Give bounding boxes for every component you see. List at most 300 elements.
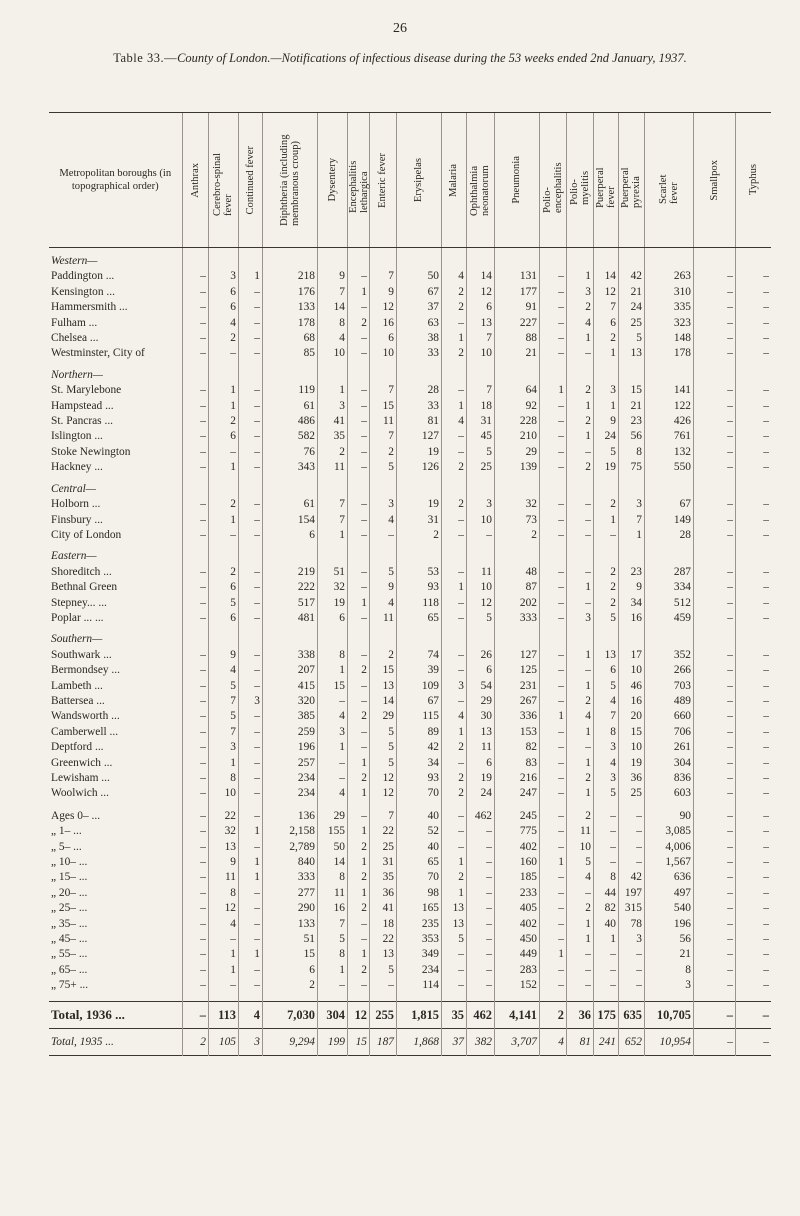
table-cell: 50: [427, 270, 439, 283]
table-cell: 310: [673, 285, 691, 298]
table-cell: 1: [230, 384, 236, 397]
table-cell: –: [610, 979, 616, 992]
table-cell: 98: [427, 886, 439, 899]
table-cell: –: [200, 384, 206, 397]
col-header-smallpox: Smallpox: [693, 113, 735, 248]
table-cell: –: [558, 933, 564, 946]
table-cell: –: [200, 301, 206, 314]
table-cell: –: [458, 979, 464, 992]
table-cell: 78: [630, 917, 642, 930]
table-cell: 1: [339, 963, 345, 976]
table-cell: 22: [224, 809, 236, 822]
table-cell: 4,141: [494, 1001, 539, 1028]
table-cell: 6: [486, 301, 492, 314]
table-cell: 8: [610, 871, 616, 884]
table-cell: –: [254, 332, 260, 345]
table-cell: 20: [630, 710, 642, 723]
table-row: [49, 679, 771, 694]
table-cell: –: [585, 886, 591, 899]
table-cell: 385: [297, 710, 315, 723]
table-cell: 4: [230, 664, 236, 677]
table-cell: –: [361, 498, 367, 511]
table-cell: –: [727, 347, 733, 360]
table-cell: –: [200, 963, 206, 976]
table-cell: –: [763, 384, 769, 397]
table-cell: 40: [427, 840, 439, 853]
table-cell: 8: [230, 886, 236, 899]
table-cell: –: [763, 840, 769, 853]
table-cell: 2: [585, 694, 591, 707]
table-cell: 34: [630, 596, 642, 609]
table-cell: –: [727, 963, 733, 976]
table-cell: –: [763, 528, 769, 541]
table-cell: –: [558, 825, 564, 838]
table-row: [49, 611, 771, 626]
table-cell: –: [763, 596, 769, 609]
table-cell: 2: [458, 787, 464, 800]
table-row: [49, 756, 771, 771]
table-cell: 118: [422, 596, 439, 609]
table-cell: 37: [427, 301, 439, 314]
table-cell: 92: [525, 399, 537, 412]
row-label: St. Marylebone: [51, 384, 122, 397]
table-cell: –: [200, 787, 206, 800]
table-cell: –: [254, 528, 260, 541]
table-cell: 703: [673, 679, 691, 692]
table-cell: 10: [333, 347, 345, 360]
section-heading: Central—: [51, 482, 96, 495]
table-cell: –: [558, 756, 564, 769]
table-cell: 6: [230, 581, 236, 594]
table-cell: –: [727, 787, 733, 800]
table-cell: –: [486, 948, 492, 961]
table-cell: 1: [585, 917, 591, 930]
table-cell: 290: [297, 902, 315, 915]
row-label: Islington ...: [51, 430, 103, 443]
table-cell: 1: [610, 347, 616, 360]
table-cell: 6: [230, 611, 236, 624]
table-cell: 352: [673, 648, 691, 661]
table-row: [49, 331, 771, 346]
table-cell: –: [727, 611, 733, 624]
table-cell: 486: [297, 415, 315, 428]
table-cell: 5: [610, 787, 616, 800]
table-row: [49, 383, 771, 398]
row-label: „ 5– ...: [51, 840, 82, 853]
age-row: [49, 855, 771, 870]
table-cell: 202: [519, 596, 537, 609]
table-cell: –: [558, 498, 564, 511]
table-cell: 3: [636, 933, 642, 946]
table-cell: 29: [480, 694, 492, 707]
table-cell: –: [254, 285, 260, 298]
table-cell: 32: [224, 825, 236, 838]
table-cell: –: [254, 902, 260, 915]
table-cell: –: [727, 725, 733, 738]
table-cell: 114: [422, 979, 439, 992]
table-cell: 3: [339, 725, 345, 738]
table-cell: –: [200, 679, 206, 692]
table-cell: –: [200, 772, 206, 784]
table-cell: 5: [388, 963, 394, 976]
table-cell: 3,085: [665, 825, 691, 838]
table-cell: –: [727, 933, 733, 946]
table-cell: 13: [452, 917, 464, 930]
table-cell: 187: [369, 1028, 396, 1055]
table-cell: 127: [519, 648, 537, 661]
table-cell: –: [727, 979, 733, 992]
table-cell: 7: [388, 270, 394, 283]
table-cell: 196: [297, 741, 315, 754]
table-cell: 13: [382, 679, 394, 692]
table-cell: 1: [610, 399, 616, 412]
column-rule: [735, 248, 736, 1056]
table-cell: –: [254, 611, 260, 624]
table-cell: 1: [610, 933, 616, 946]
table-cell: –: [585, 963, 591, 976]
table-cell: –: [558, 840, 564, 853]
table-cell: –: [727, 415, 733, 428]
table-cell: –: [558, 871, 564, 884]
table-cell: 259: [297, 725, 315, 738]
row-label: „ 1– ...: [51, 825, 82, 838]
table-cell: 5: [636, 332, 642, 345]
table-cell: 2: [458, 301, 464, 314]
table-cell: –: [200, 710, 206, 723]
col-header-enteric-fever: Enteric fever: [369, 113, 396, 248]
table-cell: 196: [673, 917, 691, 930]
table-cell: 6: [486, 756, 492, 769]
table-cell: 1: [458, 332, 464, 345]
table-cell: 53: [427, 565, 439, 578]
table-cell: 2: [339, 445, 345, 458]
table-cell: –: [558, 581, 564, 594]
table-cell: –: [727, 498, 733, 511]
table-cell: 7: [388, 430, 394, 443]
table-cell: 635: [618, 1001, 644, 1028]
table-cell: –: [458, 648, 464, 661]
table-cell: 93: [427, 772, 439, 784]
table-cell: 405: [519, 902, 537, 915]
row-label: Bermondsey ...: [51, 664, 120, 677]
table-cell: 22: [382, 825, 394, 838]
table-cell: –: [361, 461, 367, 474]
table-cell: 19: [427, 498, 439, 511]
table-cell: 1: [361, 756, 367, 769]
table-cell: –: [254, 725, 260, 738]
table-row: [49, 346, 771, 361]
table-cell: 1: [361, 856, 367, 869]
table-cell: 1: [254, 856, 260, 869]
table-cell: –: [558, 285, 564, 298]
table-cell: 89: [427, 725, 439, 738]
column-rule: [238, 248, 239, 1056]
table-cell: 139: [519, 461, 537, 474]
table-cell: 42: [427, 741, 439, 754]
section-heading-row: [49, 362, 771, 383]
table-cell: –: [361, 809, 367, 822]
table-cell: 109: [421, 679, 439, 692]
table-cell: –: [254, 840, 260, 853]
table-cell: 185: [519, 871, 537, 884]
table-cell: 40: [604, 917, 616, 930]
table-cell: –: [763, 963, 769, 976]
table-cell: 15: [630, 384, 642, 397]
table-cell: –: [763, 415, 769, 428]
column-rule: [396, 248, 397, 1056]
table-cell: –: [610, 963, 616, 976]
table-cell: –: [458, 825, 464, 838]
table-cell: 70: [427, 787, 439, 800]
table-cell: –: [254, 933, 260, 946]
table-cell: 75: [630, 461, 642, 474]
table-cell: –: [486, 886, 492, 899]
table-cell: –: [558, 886, 564, 899]
table-cell: –: [558, 347, 564, 360]
table-cell: 3: [636, 498, 642, 511]
col-header-puerperal-fever: Puerperal fever: [593, 113, 618, 248]
table-cell: 148: [673, 332, 691, 345]
table-cell: 1,868: [396, 1028, 441, 1055]
table-cell: 7: [486, 384, 492, 397]
table-cell: 267: [519, 694, 537, 707]
table-cell: 2: [585, 809, 591, 822]
table-cell: 5: [486, 611, 492, 624]
table-cell: 840: [297, 856, 315, 869]
table-cell: 1: [558, 948, 564, 961]
table-cell: –: [200, 270, 206, 283]
table-cell: 1: [585, 332, 591, 345]
table-cell: –: [200, 332, 206, 345]
table-cell: –: [200, 809, 206, 822]
table-cell: –: [727, 581, 733, 594]
table-cell: –: [200, 528, 206, 541]
table-cell: 9: [230, 856, 236, 869]
column-rule: [618, 248, 619, 1056]
table-cell: –: [458, 565, 464, 578]
table-cell: 2: [458, 461, 464, 474]
table-cell: –: [558, 316, 564, 329]
table-row: [49, 596, 771, 611]
table-cell: 5: [610, 445, 616, 458]
table-cell: 12: [224, 902, 236, 915]
table-cell: 1: [585, 399, 591, 412]
table-cell: 2,789: [289, 840, 315, 853]
spacer: [49, 802, 771, 809]
table-cell: 13: [604, 648, 616, 661]
table-row: [49, 663, 771, 678]
table-cell: 5: [339, 933, 345, 946]
table-cell: –: [558, 648, 564, 661]
table-cell: 2: [610, 596, 616, 609]
table-cell: 333: [297, 871, 315, 884]
table-cell: 35: [382, 871, 394, 884]
table-cell: –: [763, 270, 769, 283]
table-cell: 24: [630, 301, 642, 314]
table-cell: 222: [297, 581, 315, 594]
table-cell: 61: [303, 498, 315, 511]
table-cell: 349: [421, 948, 439, 961]
table-cell: 1: [361, 596, 367, 609]
col-header-pneumonia: Pneumonia: [494, 113, 539, 248]
table-cell: –: [486, 979, 492, 992]
table-cell: 122: [673, 399, 691, 412]
table-cell: –: [610, 856, 616, 869]
table-cell: –: [200, 399, 206, 412]
table-cell: –: [254, 979, 260, 992]
table-cell: 15: [347, 1028, 369, 1055]
table-cell: 1: [254, 871, 260, 884]
table-cell: 76: [303, 445, 315, 458]
table-cell: 603: [673, 787, 691, 800]
table-cell: –: [558, 270, 564, 283]
table-cell: 8: [636, 445, 642, 458]
table-cell: –: [763, 725, 769, 738]
table-cell: –: [558, 664, 564, 677]
table-cell: –: [763, 933, 769, 946]
table-cell: –: [727, 902, 733, 915]
table-cell: 24: [480, 787, 492, 800]
row-label: Stoke Newington: [51, 445, 131, 458]
table-cell: 3: [585, 611, 591, 624]
table-cell: 19: [604, 461, 616, 474]
table-row: [49, 399, 771, 414]
table-cell: 8: [685, 963, 691, 976]
table-cell: –: [727, 513, 733, 526]
table-cell: 6: [309, 528, 315, 541]
table-cell: –: [727, 596, 733, 609]
table-cell: 36: [630, 772, 642, 784]
table-cell: 21: [525, 347, 537, 360]
table-cell: 4: [539, 1028, 566, 1055]
table-cell: –: [727, 756, 733, 769]
age-row: [49, 917, 771, 932]
table-cell: –: [585, 347, 591, 360]
table-cell: 4: [230, 917, 236, 930]
table-cell: –: [727, 825, 733, 838]
age-row: [49, 824, 771, 839]
section-heading: Eastern—: [51, 550, 97, 563]
table-cell: –: [558, 611, 564, 624]
table-cell: –: [558, 445, 564, 458]
table-cell: –: [361, 979, 367, 992]
table-cell: –: [727, 917, 733, 930]
table-cell: –: [558, 725, 564, 738]
table-cell: 105: [208, 1028, 238, 1055]
table-cell: –: [585, 664, 591, 677]
table-cell: –: [200, 347, 206, 360]
table-row: [49, 565, 771, 580]
table-cell: –: [254, 963, 260, 976]
table-cell: 16: [630, 694, 642, 707]
table-cell: –: [254, 565, 260, 578]
table-cell: 2: [309, 979, 315, 992]
table-cell: –: [200, 664, 206, 677]
table-cell: 2: [230, 565, 236, 578]
table-cell: –: [254, 384, 260, 397]
table-cell: 65: [427, 611, 439, 624]
row-label: Finsbury ...: [51, 513, 103, 526]
col-header-polio-encephalitis: Polio-encephalitis: [539, 113, 566, 248]
table-cell: 459: [673, 611, 691, 624]
table-cell: –: [486, 933, 492, 946]
table-cell: 1: [585, 725, 591, 738]
table-cell: –: [458, 963, 464, 976]
page-number: 26: [393, 21, 407, 36]
row-label: Poplar ... ...: [51, 611, 104, 624]
table-cell: –: [200, 886, 206, 899]
table-cell: –: [763, 445, 769, 458]
table-cell: 4: [458, 270, 464, 283]
table-row: [49, 445, 771, 460]
table-cell: –: [458, 513, 464, 526]
table-cell: –: [254, 581, 260, 594]
table-cell: –: [610, 809, 616, 822]
table-cell: 33: [427, 399, 439, 412]
table-cell: 5: [610, 679, 616, 692]
table-cell: 4: [585, 871, 591, 884]
table-cell: –: [763, 513, 769, 526]
table-cell: –: [727, 445, 733, 458]
table-cell: 228: [519, 415, 537, 428]
table-cell: –: [558, 787, 564, 800]
col-header-area: Metropolitan boroughs (in topographical order): [49, 113, 182, 248]
table-cell: –: [254, 756, 260, 769]
row-label: „ 65– ...: [51, 963, 88, 976]
table-cell: 15: [303, 948, 315, 961]
table-cell: 9: [388, 581, 394, 594]
table-cell: 2: [610, 498, 616, 511]
table-cell: 38: [427, 332, 439, 345]
section-heading-row: [49, 543, 771, 564]
table-cell: –: [486, 825, 492, 838]
table-cell: 234: [297, 772, 315, 784]
table-cell: –: [361, 581, 367, 594]
table-cell: 343: [297, 461, 315, 474]
table-cell: 15: [333, 679, 345, 692]
row-label: Stepney... ...: [51, 596, 107, 609]
table-cell: 67: [679, 498, 691, 511]
table-cell: 660: [673, 710, 691, 723]
table-cell: 5: [585, 856, 591, 869]
table-cell: –: [585, 979, 591, 992]
table-cell: 11: [580, 825, 591, 838]
table-cell: 82: [525, 741, 537, 754]
table-cell: 52: [427, 825, 439, 838]
table-cell: 29: [525, 445, 537, 458]
column-rule: [262, 248, 263, 1056]
table-cell: 7: [610, 301, 616, 314]
table-cell: 9: [339, 270, 345, 283]
column-rule: [182, 248, 183, 1056]
table-cell: 1: [230, 963, 236, 976]
table-cell: –: [727, 710, 733, 723]
table-cell: –: [558, 963, 564, 976]
age-row: [49, 886, 771, 901]
table-cell: 23: [630, 565, 642, 578]
table-cell: 3: [610, 741, 616, 754]
table-cell: 10,705: [644, 1001, 693, 1028]
table-cell: –: [361, 513, 367, 526]
table-cell: 1: [339, 741, 345, 754]
row-label: City of London: [51, 528, 122, 541]
table-cell: 12: [604, 285, 616, 298]
table-cell: –: [763, 316, 769, 329]
table-cell: 19: [630, 756, 642, 769]
table-cell: –: [361, 648, 367, 661]
table-cell: 83: [525, 756, 537, 769]
table-cell: –: [458, 611, 464, 624]
